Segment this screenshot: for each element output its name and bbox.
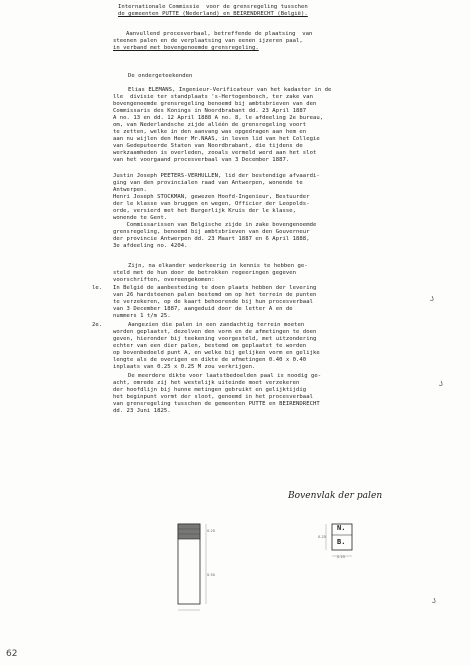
para2-line: Justin Joseph PEETERS-VERHULLEN, lid der bestendige afvaardi-	[113, 173, 320, 179]
para1-line: van Gedeputeerde Staten van Noordbrabant, die tijdens de	[113, 143, 303, 149]
letter-n: N.	[337, 524, 346, 532]
para2-line: der le klasse van bruggen en wegen, Officier der Leopolds-	[113, 201, 310, 207]
intro-line-3: in verband met bovengenoemde grensregeling.	[113, 45, 259, 51]
para1-line: aan nu wijlen den Heer Mr.NAAS, in leven lid van het Collegie	[113, 136, 320, 142]
item2b-line: dd. 23 Juni 1825.	[113, 408, 171, 414]
letter-b: B.	[337, 538, 346, 546]
item2-marker: 2e.	[92, 322, 103, 328]
para1-line: werkzaamheden is overleden, zooals vermeld werd aan het slot	[113, 150, 317, 156]
intro-line-1: Aanvullend procesverbaal, betreffende de plaatsing van	[126, 31, 313, 37]
item2-line: echter van een dier palen, bestemd om geplaatst te worden	[113, 343, 307, 349]
item1-line: van 3 December 1887, aangeduid door de letter A en de	[113, 306, 293, 312]
dim-side: 0.25	[318, 535, 326, 539]
para2-line: 3e afdeeling no. 4204.	[113, 243, 188, 249]
page-number: 62	[6, 649, 18, 659]
header-line-2: de gemeenten PUTTE (Nederland) en BEIRENDRECHT (België).	[118, 11, 308, 17]
item2-line: worden geplaatst, dezelven den vorm en de afmetingen te doen	[113, 329, 317, 335]
dim-length: 0.50	[207, 573, 215, 577]
para2-line: grensregeling, benoemd bij ambtsbrieven van den Gouverneur	[113, 229, 310, 235]
para1-line: bovengenoemde grensregeling benoemd bij ambtsbrieven van den	[113, 101, 317, 107]
item1-line: In België de aanbesteding te doen plaats hebben der levering	[113, 285, 317, 291]
item2b-line: der hoofdlijn bij hunne metingen gebruikt en gelijktijdig	[113, 387, 307, 393]
dim-top: 0.25	[207, 529, 215, 533]
para1-line: om, van Nederlandsche zijde alléén de grensregeling voort	[113, 122, 307, 128]
item2-line: Aangezien die palen in een zandachtig terrein moeten	[128, 322, 305, 328]
item2b-line: van grensregeling tusschen de gemeenten PUTTE en BEIRENDRECHT	[113, 401, 320, 407]
item1-marker: le.	[92, 285, 103, 291]
item1-line: van 26 hardsteenen palen bestemd om op het terrein de punten	[113, 292, 317, 298]
para3-line: Zijn, na elkander wederkeerig in kennis te hebben ge-	[128, 263, 308, 269]
item2-line: inplaats van 0.25 x 0.25 M zou verkrijgen.	[113, 364, 256, 370]
dim-bottom: 0.25	[337, 555, 345, 559]
header-line-1: Internationale Commissie voor de grensregeling tusschen	[118, 4, 308, 10]
para1-line: Commissaris des Konings in Noordbrabant dd. 23 April 1887	[113, 108, 307, 114]
para2-line: Antwerpen.	[113, 187, 147, 193]
signed-heading: De ondergeteekenden	[128, 73, 193, 79]
para1-line: A no. 13 en dd. 12 April 1888 A no. 8, le afdeeling 2e bureau,	[113, 115, 324, 121]
item1-line: te verzekeren, op de kaart behoorende bij hun procesverbaal	[113, 299, 313, 305]
item2b-line: het beginpunt vormt der sloot, genoemd in het procesverbaal	[113, 394, 313, 400]
para3-line: steld met de hun door de betrokken regeeringen gegeven	[113, 270, 297, 276]
top-view-label: Bovenvlak der palen	[288, 491, 383, 501]
para2-line: Commissarissen van Belgische zijde in zake bovengenoemde	[113, 222, 317, 228]
para1-line: te zetten, welke in den aanvang was opgedragen aan hem en	[113, 129, 307, 135]
item2-line: op bovenbedoeld punt A, en welke bij gelijken vorm en gelijke	[113, 350, 320, 356]
item1-line: nummers 1 t/m 25.	[113, 313, 171, 319]
para1-line: Elias ELEMANS, Ingenieur-Verificateur van het kadaster in de	[128, 87, 332, 93]
para3-line: voorschriften, overeengekomen:	[113, 277, 215, 283]
margin-mark	[439, 381, 442, 386]
para2-line: orde, versierd met het Burgerlijk Kruis der le klasse,	[113, 208, 297, 214]
margin-mark	[430, 296, 433, 301]
item2-line: geven, hieronder bij teekening voorgesteld, met uitzondering	[113, 336, 317, 342]
para2-line: der provincie Antwerpen dd. 23 Maart 1887 en 6 April 1888,	[113, 236, 310, 242]
item2b-line: De meerdere dikte voor laatstbedoelden paal is noodig ge-	[128, 373, 322, 379]
margin-mark	[432, 598, 435, 603]
para2-line: ging van den provincialen raad van Antwerpen, wonende te	[113, 180, 303, 186]
para1-line: van het voorgaand procesverbaal van 3 December 1887.	[113, 157, 290, 163]
item2b-line: acht, omrede zij het westelijk uiteinde moet verzekeren	[113, 380, 300, 386]
para1-line: lle divisie ter standplaats 's-Hertogenbosch, ter zake van	[113, 94, 313, 100]
item2-line: lengte als de overigen en dikte de afmetingen 0.40 x 0.40	[113, 357, 307, 363]
intro-line-2: steenen palen en de verplaatsing van eenen ijzeren paal,	[113, 38, 303, 44]
para2-line: Henri Joseph STOCKMAN, gewezen Hoofd-Ingenieur, Bestuurder	[113, 194, 310, 200]
post-elevation	[178, 524, 206, 610]
para2-line: wonende te Gent.	[113, 215, 168, 221]
